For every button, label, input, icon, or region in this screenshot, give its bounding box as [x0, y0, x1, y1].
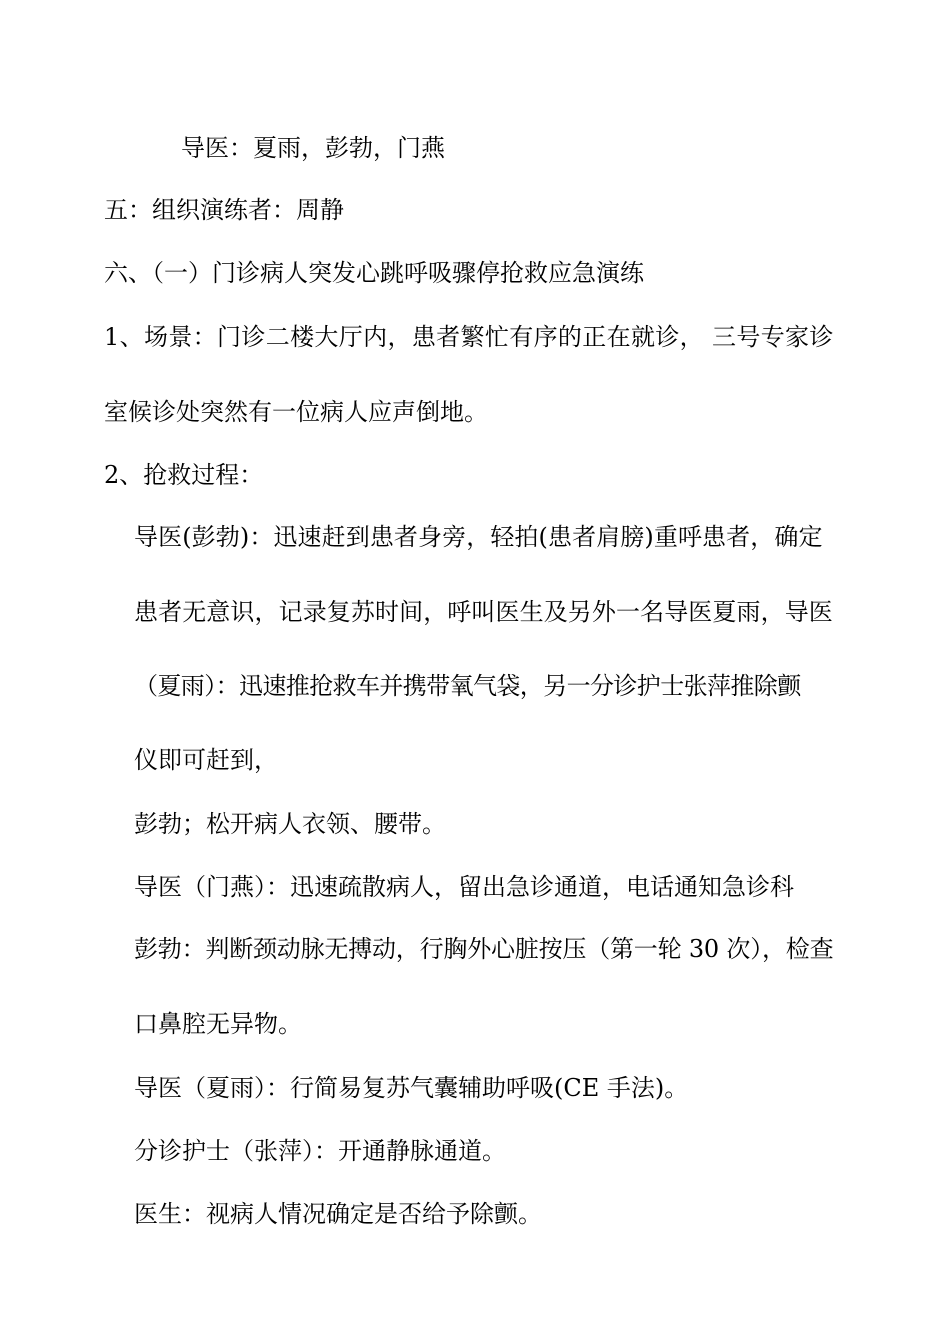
guide-doctors-line: 导医：夏雨，彭勃，门燕 [181, 134, 445, 162]
rescue-step-line-2: 患者无意识，记录复苏时间，呼叫医生及另外一名导医夏雨，导医 [134, 598, 833, 626]
rescue-process-heading: 2、抢救过程： [104, 461, 264, 489]
rescue-step-line-9: 导医（夏雨）：行简易复苏气囊辅助呼吸(CE 手法)。 [134, 1074, 689, 1102]
scene-paragraph-line-1: 1、场景：门诊二楼大厅内，患者繁忙有序的正在就诊， 三号专家诊 [104, 323, 834, 351]
section-heading: 六、（一）门诊病人突发心跳呼吸骤停抢救应急演练 [104, 259, 644, 287]
scene-paragraph-line-2: 室候诊处突然有一位病人应声倒地。 [104, 398, 488, 426]
rescue-step-line-3: （夏雨）：迅速推抢救车并携带氧气袋，另一分诊护士张萍推除颤 [134, 672, 801, 700]
rescue-step-line-7: 彭勃：判断颈动脉无搏动，行胸外心脏按压（第一轮 30 次），检查 [134, 935, 834, 963]
rescue-step-line-1: 导医(彭勃)：迅速赶到患者身旁，轻拍(患者肩膀)重呼患者，确定 [134, 523, 823, 551]
rescue-step-line-4: 仪即可赶到， [134, 746, 278, 774]
organizer-line: 五：组织演练者：周静 [104, 196, 344, 224]
rescue-step-line-8: 口鼻腔无异物。 [134, 1010, 302, 1038]
rescue-step-line-6: 导医（门燕）：迅速疏散病人，留出急诊通道，电话通知急诊科 [134, 873, 794, 901]
rescue-step-line-10: 分诊护士（张萍）：开通静脉通道。 [134, 1137, 506, 1165]
rescue-step-line-11: 医生：视病人情况确定是否给予除颤。 [134, 1200, 542, 1228]
rescue-step-line-5: 彭勃；松开病人衣领、腰带。 [134, 810, 446, 838]
